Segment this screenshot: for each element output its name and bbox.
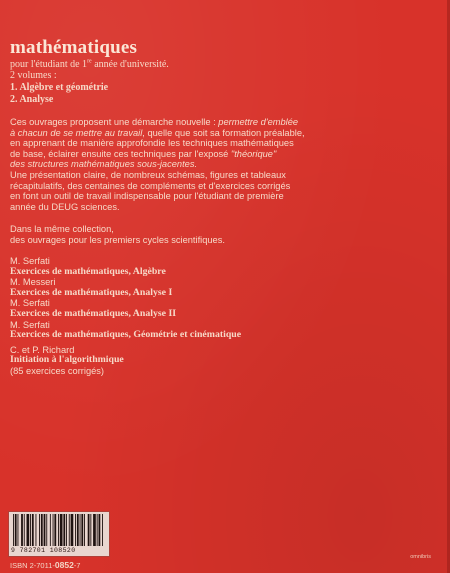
book-author: M. Messeri <box>10 277 56 288</box>
subtitle <box>10 59 440 70</box>
isbn-prefix: ISBN 2-7011- <box>10 561 55 570</box>
barcode-bar <box>88 514 90 546</box>
barcode-bar <box>60 514 63 546</box>
barcode-bar <box>32 514 34 546</box>
barcode-bar <box>36 514 37 546</box>
description-italic: à chacun de se mettre au travail <box>10 127 143 138</box>
barcode-bar <box>21 514 23 546</box>
barcode-bar <box>99 514 101 546</box>
barcode-bar <box>84 514 85 546</box>
book-author: M. Serfati <box>10 319 50 330</box>
book-title: Exercices de mathématiques, Algèbre <box>10 265 166 277</box>
barcode-bar <box>41 514 43 546</box>
barcode-bars <box>11 514 107 546</box>
barcode-bar <box>13 514 14 546</box>
volume-1: 1. Algèbre et géométrie <box>10 82 109 93</box>
isbn <box>10 560 80 570</box>
barcode-bar <box>75 514 76 546</box>
barcode-bar <box>54 514 56 546</box>
collection-line-1: Dans la même collection, <box>10 224 114 235</box>
barcode-bar <box>80 514 81 546</box>
description-line: Une présentation claire, de nombreux schémas, figures et tableaux <box>10 169 286 180</box>
subtitle-text: pour l'étudiant de 1 <box>10 59 88 70</box>
collection-line-2: des ouvrages pour les premiers cycles scientifiques. <box>10 235 225 246</box>
isbn-suffix: -7 <box>73 561 81 570</box>
description-italic: permettre d'emblée <box>218 117 299 127</box>
collection-intro <box>10 224 440 246</box>
barcode-bar <box>50 514 51 546</box>
printer-mark: omnibris <box>410 554 431 560</box>
page-title: mathématiques <box>10 37 138 58</box>
subtitle-superscript: re <box>87 58 92 65</box>
description-line <box>10 117 440 128</box>
description-line: en font un outil de travail indispensable pour l'étudiant de première <box>10 191 284 202</box>
cover-content <box>10 38 440 376</box>
volume-2: 2. Analyse <box>10 94 54 105</box>
description-text: , quelle que soit sa formation préalable, <box>142 127 305 138</box>
book-author: M. Serfati <box>10 255 50 266</box>
barcode-bar <box>93 514 96 546</box>
book-note: (85 exercices corrigés) <box>10 365 105 376</box>
description-line <box>10 159 440 170</box>
description-line <box>10 149 440 160</box>
book-author: M. Serfati <box>10 298 50 309</box>
description-line: année du DEUG sciences. <box>10 201 120 212</box>
description-text: Ces ouvrages proposent une démarche nouvelle : <box>10 117 219 127</box>
barcode-bar <box>46 514 47 546</box>
volumes-count: 2 volumes : <box>10 70 57 81</box>
barcode-bar <box>44 514 46 546</box>
book-title: Initiation à l'algorithmique <box>10 354 124 366</box>
barcode-bar <box>15 514 17 546</box>
barcode-bar <box>27 514 30 546</box>
barcode-bar <box>63 514 65 546</box>
book-title: Exercices de mathématiques, Analyse I <box>10 286 173 298</box>
barcode <box>8 511 110 557</box>
barcode-bar <box>81 514 83 546</box>
barcode-bar <box>58 514 59 546</box>
book-title: Exercices de mathématiques, Analyse II <box>10 307 177 319</box>
description-text: de base, éclairer ensuite ces techniques par l'exposé <box>10 148 231 159</box>
book-list <box>10 256 440 377</box>
barcode-bar <box>97 514 98 546</box>
book-author: C. et P. Richard <box>10 344 75 355</box>
barcode-bar <box>71 514 74 546</box>
barcode-digits: 9 782701 108520 <box>11 547 76 554</box>
description-italic: des structures mathématiques sous-jacentes. <box>10 159 198 170</box>
description-italic: "théorique" <box>230 148 277 159</box>
description <box>10 117 440 212</box>
barcode-bar <box>18 514 19 546</box>
barcode-bar <box>66 514 67 546</box>
description-line: en apprenant de manière approfondie les techniques mathématiques <box>10 138 294 149</box>
barcode-bar <box>53 514 54 546</box>
book-title: Exercices de mathématiques, Géométrie et cinématique <box>10 329 242 341</box>
barcode-bar <box>102 514 103 546</box>
description-line: récapitulatifs, des centaines de compléments et d'exercices corrigés <box>10 180 291 191</box>
barcode-bar <box>24 514 25 546</box>
barcode-bar <box>39 514 40 546</box>
barcode-bar <box>90 514 91 546</box>
subtitle-text-end: année d'université. <box>91 59 169 70</box>
barcode-bar <box>30 514 31 546</box>
description-line <box>10 128 440 139</box>
isbn-bold: 0852 <box>54 560 74 570</box>
barcode-bar <box>69 514 70 546</box>
barcode-bar <box>77 514 79 546</box>
